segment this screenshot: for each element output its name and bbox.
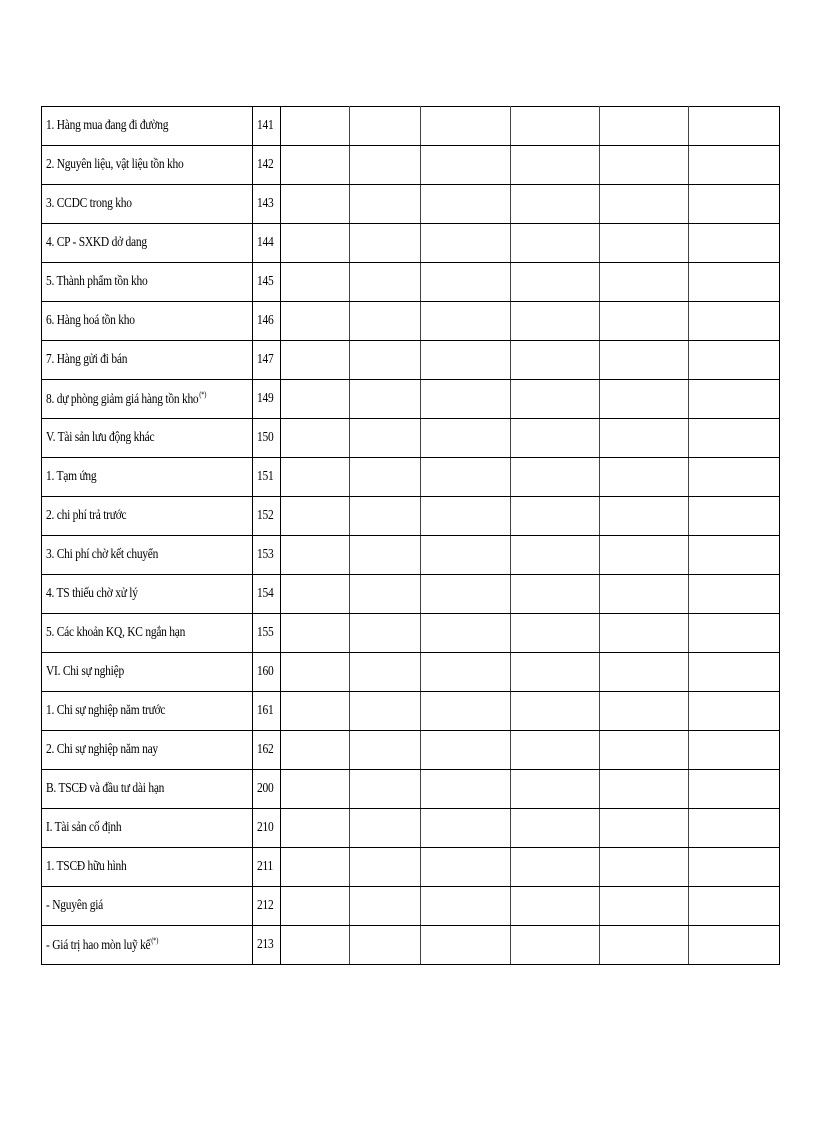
value-cell[interactable]	[421, 575, 511, 614]
row-code: 142	[257, 157, 274, 172]
value-cell[interactable]	[421, 380, 511, 419]
value-cell[interactable]	[421, 185, 511, 224]
row-label	[46, 275, 147, 289]
value-cell[interactable]	[350, 302, 421, 341]
row-code-cell	[253, 497, 281, 536]
value-cell[interactable]	[511, 809, 600, 848]
row-label-text: 5. Thành phẩm tồn kho	[46, 274, 148, 289]
value-cell[interactable]	[350, 185, 421, 224]
value-cell[interactable]	[350, 536, 421, 575]
row-label-text: 7. Hàng gửi đi bán	[46, 352, 128, 367]
row-code: 141	[257, 118, 274, 133]
value-cell[interactable]	[600, 887, 689, 926]
row-code: 213	[257, 937, 274, 952]
row-code: 149	[257, 391, 274, 406]
value-cell[interactable]	[350, 458, 421, 497]
value-cell[interactable]	[689, 731, 780, 770]
value-cell[interactable]	[421, 848, 511, 887]
row-label-cell	[42, 692, 253, 731]
row-label-text: 1. Chi sự nghiệp năm trước	[46, 703, 166, 718]
value-cell[interactable]	[600, 458, 689, 497]
table-row	[42, 848, 780, 887]
row-label-cell	[42, 731, 253, 770]
row-code-cell	[253, 107, 281, 146]
row-code-cell	[253, 458, 281, 497]
table-row	[42, 614, 780, 653]
table-row	[42, 887, 780, 926]
row-label	[46, 860, 127, 874]
value-cell[interactable]	[511, 458, 600, 497]
row-label-text: I. Tài sản cố định	[46, 820, 122, 835]
balance-sheet-fragment	[41, 106, 779, 965]
value-cell[interactable]	[689, 341, 780, 380]
value-cell[interactable]	[281, 614, 350, 653]
row-code-cell	[253, 419, 281, 458]
table-row	[42, 107, 780, 146]
row-code: 147	[257, 352, 274, 367]
row-label-text: B. TSCĐ và đầu tư dài hạn	[46, 781, 165, 796]
value-cell[interactable]	[350, 575, 421, 614]
row-code: 153	[257, 547, 274, 562]
value-cell[interactable]	[689, 848, 780, 887]
value-cell[interactable]	[281, 107, 350, 146]
row-label-text: 6. Hàng hoá tồn kho	[46, 313, 135, 328]
value-cell[interactable]	[421, 809, 511, 848]
table-row	[42, 575, 780, 614]
row-label	[46, 548, 158, 562]
row-label-text: 3. Chi phí chờ kết chuyển	[46, 547, 159, 562]
value-cell[interactable]	[600, 536, 689, 575]
value-cell[interactable]	[600, 731, 689, 770]
value-cell[interactable]	[421, 497, 511, 536]
value-cell[interactable]	[600, 146, 689, 185]
row-code-cell	[253, 848, 281, 887]
table-row	[42, 302, 780, 341]
value-cell[interactable]	[350, 497, 421, 536]
value-cell[interactable]	[281, 770, 350, 809]
value-cell[interactable]	[689, 536, 780, 575]
value-cell[interactable]	[689, 614, 780, 653]
row-code: 150	[257, 430, 274, 445]
value-cell[interactable]	[421, 614, 511, 653]
value-cell[interactable]	[281, 575, 350, 614]
footnote-marker: (*)	[199, 390, 207, 399]
row-code-cell	[253, 809, 281, 848]
value-cell[interactable]	[600, 263, 689, 302]
row-label-cell	[42, 809, 253, 848]
value-cell[interactable]	[689, 263, 780, 302]
row-label	[46, 937, 158, 953]
value-cell[interactable]	[600, 419, 689, 458]
row-label	[46, 470, 96, 484]
value-cell[interactable]	[350, 224, 421, 263]
value-cell[interactable]	[281, 887, 350, 926]
row-code: 162	[257, 742, 274, 757]
value-cell[interactable]	[511, 302, 600, 341]
value-cell[interactable]	[281, 185, 350, 224]
row-label-text: - Giá trị hao mòn luỹ kế	[46, 938, 151, 953]
row-label-cell	[42, 341, 253, 380]
row-label	[46, 197, 132, 211]
value-cell[interactable]	[600, 926, 689, 965]
row-label-cell	[42, 107, 253, 146]
value-cell[interactable]	[511, 146, 600, 185]
row-label	[46, 704, 165, 718]
row-label-text: 1. TSCĐ hữu hình	[46, 859, 127, 874]
value-cell[interactable]	[511, 887, 600, 926]
table-row	[42, 263, 780, 302]
value-cell[interactable]	[281, 458, 350, 497]
value-cell[interactable]	[350, 341, 421, 380]
value-cell[interactable]	[421, 536, 511, 575]
row-label-text: 5. Các khoản KQ, KC ngắn hạn	[46, 625, 186, 640]
row-label-cell	[42, 185, 253, 224]
row-label-cell	[42, 380, 253, 419]
row-label-text: 8. dự phòng giảm giá hàng tồn kho	[46, 392, 199, 407]
value-cell[interactable]	[600, 809, 689, 848]
value-cell[interactable]	[281, 848, 350, 887]
value-cell[interactable]	[600, 692, 689, 731]
table-row	[42, 536, 780, 575]
row-code: 151	[257, 469, 274, 484]
row-label	[46, 353, 127, 367]
row-label	[46, 743, 158, 757]
value-cell[interactable]	[511, 926, 600, 965]
row-label-cell	[42, 575, 253, 614]
table-row	[42, 224, 780, 263]
value-cell[interactable]	[511, 692, 600, 731]
row-code: 200	[257, 781, 274, 796]
row-code-cell	[253, 653, 281, 692]
value-cell[interactable]	[281, 380, 350, 419]
row-label	[46, 509, 126, 523]
row-code: 160	[257, 664, 274, 679]
row-label-text: 4. TS thiếu chờ xử lý	[46, 586, 138, 601]
value-cell[interactable]	[421, 926, 511, 965]
row-label	[46, 391, 206, 407]
row-label-text: V. Tài sản lưu động khác	[46, 430, 155, 445]
value-cell[interactable]	[281, 419, 350, 458]
value-cell[interactable]	[350, 653, 421, 692]
value-cell[interactable]	[350, 380, 421, 419]
value-cell[interactable]	[511, 731, 600, 770]
value-cell[interactable]	[511, 575, 600, 614]
row-label-text: 2. Chi sự nghiệp năm nay	[46, 742, 158, 757]
row-label	[46, 587, 138, 601]
row-label	[46, 314, 135, 328]
row-label-cell	[42, 458, 253, 497]
value-cell[interactable]	[511, 614, 600, 653]
value-cell[interactable]	[511, 341, 600, 380]
value-cell[interactable]	[511, 107, 600, 146]
table-row	[42, 731, 780, 770]
value-cell[interactable]	[421, 692, 511, 731]
value-cell[interactable]	[281, 692, 350, 731]
value-cell[interactable]	[600, 653, 689, 692]
value-cell[interactable]	[689, 458, 780, 497]
row-code: 152	[257, 508, 274, 523]
row-code-cell	[253, 536, 281, 575]
row-code-cell	[253, 263, 281, 302]
row-code: 161	[257, 703, 274, 718]
value-cell[interactable]	[511, 224, 600, 263]
value-cell[interactable]	[421, 341, 511, 380]
row-label-text: 4. CP - SXKD dở dang	[46, 235, 147, 250]
row-code-cell	[253, 341, 281, 380]
value-cell[interactable]	[600, 848, 689, 887]
value-cell[interactable]	[421, 458, 511, 497]
row-code-cell	[253, 380, 281, 419]
row-code-cell	[253, 926, 281, 965]
table-row	[42, 770, 780, 809]
value-cell[interactable]	[350, 731, 421, 770]
value-cell[interactable]	[281, 146, 350, 185]
value-cell[interactable]	[600, 185, 689, 224]
value-cell[interactable]	[421, 263, 511, 302]
value-cell[interactable]	[689, 224, 780, 263]
value-cell[interactable]	[689, 302, 780, 341]
value-cell[interactable]	[350, 770, 421, 809]
row-label-cell	[42, 224, 253, 263]
row-code-cell	[253, 731, 281, 770]
row-label-cell	[42, 146, 253, 185]
value-cell[interactable]	[689, 185, 780, 224]
value-cell[interactable]	[350, 107, 421, 146]
value-cell[interactable]	[421, 653, 511, 692]
value-cell[interactable]	[421, 224, 511, 263]
row-code: 212	[257, 898, 274, 913]
row-label-cell	[42, 302, 253, 341]
value-cell[interactable]	[600, 380, 689, 419]
value-cell[interactable]	[350, 692, 421, 731]
value-cell[interactable]	[281, 302, 350, 341]
value-cell[interactable]	[600, 224, 689, 263]
value-cell[interactable]	[689, 146, 780, 185]
table-row	[42, 458, 780, 497]
row-label	[46, 665, 124, 679]
value-cell[interactable]	[421, 731, 511, 770]
row-label-cell	[42, 653, 253, 692]
value-cell[interactable]	[511, 653, 600, 692]
asset-ledger-table	[41, 106, 780, 965]
value-cell[interactable]	[689, 809, 780, 848]
value-cell[interactable]	[600, 497, 689, 536]
value-cell[interactable]	[350, 419, 421, 458]
value-cell[interactable]	[511, 536, 600, 575]
value-cell[interactable]	[511, 263, 600, 302]
value-cell[interactable]	[281, 341, 350, 380]
row-code-cell	[253, 770, 281, 809]
value-cell[interactable]	[421, 770, 511, 809]
row-label	[46, 821, 121, 835]
value-cell[interactable]	[689, 419, 780, 458]
row-code: 143	[257, 196, 274, 211]
value-cell[interactable]	[350, 614, 421, 653]
value-cell[interactable]	[689, 653, 780, 692]
value-cell[interactable]	[511, 380, 600, 419]
value-cell[interactable]	[600, 575, 689, 614]
value-cell[interactable]	[281, 926, 350, 965]
value-cell[interactable]	[689, 107, 780, 146]
value-cell[interactable]	[350, 809, 421, 848]
table-row	[42, 809, 780, 848]
value-cell[interactable]	[281, 536, 350, 575]
row-code: 211	[257, 859, 274, 874]
row-label-text: 2. chi phí trả trước	[46, 508, 127, 523]
row-code: 145	[257, 274, 274, 289]
row-label-text: 1. Tạm ứng	[46, 469, 97, 484]
value-cell[interactable]	[511, 770, 600, 809]
value-cell[interactable]	[350, 263, 421, 302]
row-code-cell	[253, 146, 281, 185]
row-label-cell	[42, 926, 253, 965]
value-cell[interactable]	[600, 341, 689, 380]
value-cell[interactable]	[689, 692, 780, 731]
ledger-body	[42, 107, 780, 965]
row-label-text: 3. CCDC trong kho	[46, 196, 132, 211]
value-cell[interactable]	[281, 653, 350, 692]
value-cell[interactable]	[689, 887, 780, 926]
table-row	[42, 146, 780, 185]
row-label-cell	[42, 419, 253, 458]
table-row	[42, 380, 780, 419]
table-row	[42, 341, 780, 380]
row-code-cell	[253, 614, 281, 653]
row-label	[46, 626, 185, 640]
value-cell[interactable]	[689, 926, 780, 965]
row-code-cell	[253, 575, 281, 614]
value-cell[interactable]	[600, 770, 689, 809]
value-cell[interactable]	[421, 146, 511, 185]
value-cell[interactable]	[281, 263, 350, 302]
value-cell[interactable]	[281, 497, 350, 536]
value-cell[interactable]	[511, 848, 600, 887]
table-row	[42, 926, 780, 965]
value-cell[interactable]	[600, 302, 689, 341]
row-label-cell	[42, 770, 253, 809]
table-row	[42, 185, 780, 224]
row-label-cell	[42, 536, 253, 575]
row-label	[46, 431, 154, 445]
row-label-cell	[42, 263, 253, 302]
row-label-text: 2. Nguyên liệu, vật liệu tồn kho	[46, 157, 184, 172]
row-code: 155	[257, 625, 274, 640]
value-cell[interactable]	[421, 419, 511, 458]
row-label-text: - Nguyên giá	[46, 898, 103, 913]
row-label	[46, 236, 147, 250]
table-row	[42, 497, 780, 536]
value-cell[interactable]	[350, 926, 421, 965]
value-cell[interactable]	[689, 497, 780, 536]
row-label	[46, 782, 164, 796]
row-label	[46, 119, 168, 133]
row-code: 210	[257, 820, 274, 835]
value-cell[interactable]	[421, 887, 511, 926]
footnote-marker: (*)	[151, 936, 159, 945]
value-cell[interactable]	[281, 731, 350, 770]
row-code-cell	[253, 224, 281, 263]
row-label-text: 1. Hàng mua đang đi đường	[46, 118, 169, 133]
row-label	[46, 158, 184, 172]
row-code: 154	[257, 586, 274, 601]
value-cell[interactable]	[600, 614, 689, 653]
table-row	[42, 692, 780, 731]
value-cell[interactable]	[511, 185, 600, 224]
value-cell[interactable]	[511, 419, 600, 458]
value-cell[interactable]	[689, 770, 780, 809]
value-cell[interactable]	[350, 848, 421, 887]
value-cell[interactable]	[421, 107, 511, 146]
value-cell[interactable]	[511, 497, 600, 536]
row-code: 144	[257, 235, 274, 250]
row-label-cell	[42, 848, 253, 887]
row-code-cell	[253, 692, 281, 731]
row-code-cell	[253, 887, 281, 926]
value-cell[interactable]	[600, 107, 689, 146]
table-row	[42, 419, 780, 458]
row-label-cell	[42, 887, 253, 926]
row-code-cell	[253, 185, 281, 224]
row-code-cell	[253, 302, 281, 341]
value-cell[interactable]	[689, 575, 780, 614]
table-row	[42, 653, 780, 692]
row-label-text: VI. Chi sự nghiệp	[46, 664, 124, 679]
value-cell[interactable]	[281, 224, 350, 263]
value-cell[interactable]	[350, 887, 421, 926]
value-cell[interactable]	[689, 380, 780, 419]
value-cell[interactable]	[281, 809, 350, 848]
value-cell[interactable]	[350, 146, 421, 185]
row-code: 146	[257, 313, 274, 328]
row-label	[46, 899, 103, 913]
row-label-cell	[42, 497, 253, 536]
value-cell[interactable]	[421, 302, 511, 341]
row-label-cell	[42, 614, 253, 653]
